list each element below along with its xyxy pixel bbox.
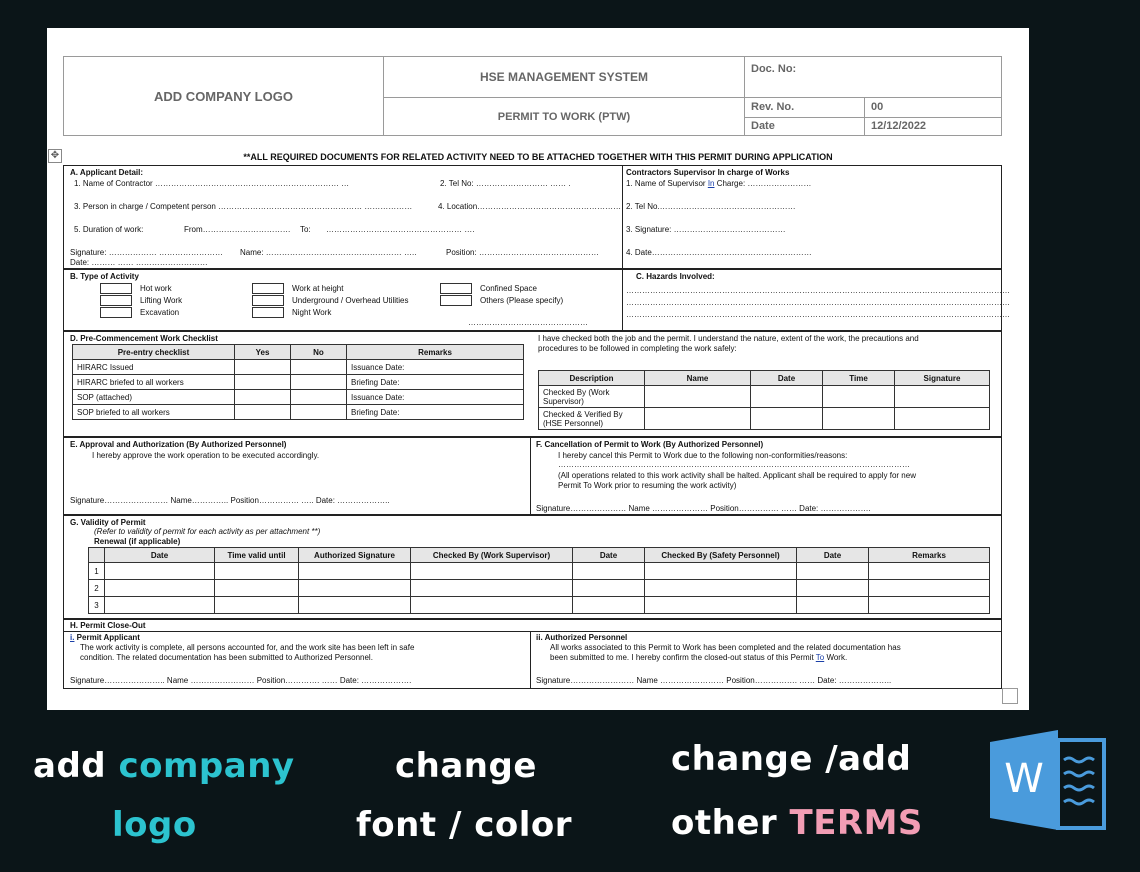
column-header: Time valid until	[215, 548, 299, 563]
activity-label: Hot work	[140, 284, 172, 293]
document-header	[63, 56, 1002, 136]
table-cell[interactable]	[797, 597, 869, 614]
column-header: No	[291, 345, 347, 360]
authorized-personnel-title: ii. Authorized Personnel	[536, 633, 628, 642]
name-cell[interactable]	[645, 408, 751, 430]
excavation-checkbox[interactable]	[100, 307, 132, 318]
table-cell[interactable]	[797, 563, 869, 580]
section-e-f	[63, 437, 1002, 515]
table-cell: Checked & Verified By (HSE Personnel)	[539, 408, 645, 430]
table-row	[73, 390, 524, 405]
duration-from-field[interactable]: From……………………………	[184, 225, 291, 234]
table-cell[interactable]	[215, 580, 299, 597]
row-number: 2	[89, 580, 105, 597]
table-row	[73, 360, 524, 375]
name-cell[interactable]	[645, 386, 751, 408]
applicant-signature-field[interactable]: Signature: ……………… ……………………	[70, 248, 223, 257]
signature-cell[interactable]	[895, 386, 990, 408]
duration-label: 5. Duration of work:	[74, 225, 144, 234]
closeout-applicant-text: The work activity is complete, all persons accounted for, and the work site has been left in safe	[80, 643, 415, 652]
table-cell[interactable]	[645, 563, 797, 580]
date-value: 12/12/2022	[871, 120, 927, 132]
column-header: Remarks	[347, 345, 524, 360]
section-d	[63, 331, 1002, 437]
row-number: 3	[89, 597, 105, 614]
requirements-banner: **ALL REQUIRED DOCUMENTS FOR RELATED ACTIVITY NEED TO BE ATTACHED TOGETHER WITH THIS PERMIT DURING APPLICATION	[243, 152, 833, 162]
table-cell[interactable]	[573, 563, 645, 580]
system-title: HSE MANAGEMENT SYSTEM	[384, 57, 745, 98]
column-header: Date	[105, 548, 215, 563]
supervisor-tel-field[interactable]: 2. Tel No.……………………………………………	[626, 202, 796, 211]
section-f-title: F. Cancellation of Permit to Work (By Authorized Personnel)	[536, 440, 764, 449]
table-cell: HIRARC Issued	[73, 360, 235, 375]
section-b-divider	[622, 270, 623, 330]
date-cell[interactable]	[751, 386, 823, 408]
promo-add-company: add company	[33, 746, 295, 786]
section-h-title: H. Permit Close-Out	[70, 621, 146, 630]
document-title: PERMIT TO WORK (PTW)	[384, 98, 745, 135]
table-row	[89, 580, 990, 597]
person-in-charge-field[interactable]: 3. Person in charge / Competent person ……………………………………………… ………………	[74, 202, 413, 211]
permit-applicant-title: i. Permit Applicant	[70, 633, 140, 642]
column-header: Date	[573, 548, 645, 563]
remarks-cell[interactable]: Briefing Date:	[347, 375, 524, 390]
section-h-rule	[64, 631, 1001, 632]
promo-other-terms: other TERMS	[671, 803, 923, 843]
column-header: Checked By (Work Supervisor)	[411, 548, 573, 563]
night-work-checkbox[interactable]	[252, 307, 284, 318]
column-header: Yes	[235, 345, 291, 360]
section-a-title: A. Applicant Detail:	[70, 168, 144, 177]
approval-signature-line[interactable]: Signature…………………… Name………….. Position…………… ….. Date: ………………..	[70, 496, 390, 505]
table-cell[interactable]	[869, 563, 990, 580]
move-handle-icon[interactable]: ✥	[48, 149, 62, 163]
applicant-name-field[interactable]: Name: …………………………………………… …..	[240, 248, 417, 257]
remarks-cell[interactable]: Issuance Date:	[347, 360, 524, 375]
table-cell[interactable]	[411, 580, 573, 597]
column-header: Authorized Signature	[299, 548, 411, 563]
section-e-title: E. Approval and Authorization (By Authorized Personnel)	[70, 440, 287, 449]
table-cell[interactable]	[411, 563, 573, 580]
table-row	[89, 563, 990, 580]
renewal-label: Renewal (if applicable)	[94, 537, 181, 546]
column-header: Pre-entry checklist	[73, 345, 235, 360]
acknowledgement-text: I have checked both the job and the permit. I understand the nature, extent of the work, the precautions and	[538, 334, 919, 343]
column-header: Date	[797, 548, 869, 563]
time-cell[interactable]	[823, 386, 895, 408]
hazard-line[interactable]: ………………………………………………………………………………………………………………………………	[626, 310, 1010, 319]
closeout-authorized-text: All works associated to this Permit to Work has been completed and the related documentation has	[550, 643, 901, 652]
underground-utilities-checkbox[interactable]	[252, 295, 284, 306]
supervisor-signature-field[interactable]: 3. Signature: ……………………………………	[626, 225, 786, 234]
signature-cell[interactable]	[895, 408, 990, 430]
activity-label: Confined Space	[480, 284, 537, 293]
table-row	[539, 386, 990, 408]
row-number: 1	[89, 563, 105, 580]
svg-text:W: W	[1004, 756, 1044, 802]
time-cell[interactable]	[823, 408, 895, 430]
cancellation-reason-field[interactable]: ……………………………………………………………………………………………………………………	[558, 460, 910, 469]
acknowledgement-text: procedures to be followed in completing the work safely:	[538, 344, 737, 353]
table-row	[73, 375, 524, 390]
supervisor-name-field[interactable]: 1. Name of Supervisor In Charge: ……………………	[626, 179, 812, 188]
table-cell[interactable]	[215, 597, 299, 614]
promo-font-color: font / color	[356, 805, 572, 845]
approval-text: I hereby approve the work operation to be executed accordingly.	[92, 451, 320, 460]
column-header: Remarks	[869, 548, 990, 563]
work-at-height-checkbox[interactable]	[252, 283, 284, 294]
applicant-date-field[interactable]: Date: ……… …… ………………………	[70, 258, 208, 267]
column-header: Date	[751, 371, 823, 386]
promo-logo: logo	[112, 805, 197, 845]
table-row	[539, 408, 990, 430]
others-specify-field[interactable]: ………………………………………	[468, 318, 588, 327]
authorized-closeout-signature-line[interactable]: Signature…………………… Name …………………… Position……………. …… Date: ………………..	[536, 676, 892, 685]
activity-label: Excavation	[140, 308, 180, 317]
column-header: Time	[823, 371, 895, 386]
word-document-icon	[990, 730, 1108, 830]
cancellation-signature-line[interactable]: Signature………………… Name ………………… Position…………… …… Date: ……………….	[536, 504, 871, 513]
table-cell: HIRARC briefed to all workers	[73, 375, 235, 390]
contractor-name-field[interactable]: 1. Name of Contractor …………………………………………………………… …	[74, 179, 350, 188]
yes-cell[interactable]	[235, 390, 291, 405]
section-d-title: D. Pre-Commencement Work Checklist	[70, 334, 218, 343]
permit-document	[47, 28, 1029, 710]
activity-label: Night Work	[292, 308, 332, 317]
yes-cell[interactable]	[235, 375, 291, 390]
yes-cell[interactable]	[235, 360, 291, 375]
doc-no-label: Doc. No:	[745, 57, 1001, 98]
others-checkbox[interactable]	[440, 295, 472, 306]
section-a-divider	[622, 166, 623, 268]
rev-no-label: Rev. No.	[745, 98, 865, 118]
rev-no-value: 00	[865, 98, 1001, 118]
table-cell[interactable]	[299, 563, 411, 580]
no-cell[interactable]	[291, 360, 347, 375]
column-header: Name	[645, 371, 751, 386]
tel-no-field[interactable]: 2. Tel No: ……………………… …… .	[440, 179, 571, 188]
cancellation-note: (All operations related to this work activity shall be halted. Applicant shall be required to apply for new	[558, 471, 916, 480]
section-a	[63, 165, 1002, 269]
section-g-title: G. Validity of Permit	[70, 518, 146, 527]
renewal-table	[88, 547, 990, 614]
company-logo-placeholder[interactable]: ADD COMPANY LOGO	[64, 57, 384, 135]
activity-label: Work at height	[292, 284, 344, 293]
table-cell[interactable]	[105, 580, 215, 597]
supervisor-title: Contractors Supervisor In charge of Works	[626, 168, 790, 177]
promo-change: change	[395, 746, 537, 786]
verification-table	[538, 370, 990, 430]
location-field[interactable]: 4. Location………………………………………………	[438, 202, 622, 211]
table-cell[interactable]	[573, 580, 645, 597]
date-cell[interactable]	[751, 408, 823, 430]
applicant-closeout-signature-line[interactable]: Signature………………….. Name …………………… Position…………. …… Date: ……………….	[70, 676, 412, 685]
table-row	[89, 597, 990, 614]
closeout-authorized-text: been submitted to me. I hereby confirm the closed-out status of this Permit To Work.	[550, 653, 848, 662]
validity-note: (Refer to validity of permit for each activity as per attachment **)	[94, 527, 321, 536]
hazards-title: C. Hazards Involved:	[636, 272, 715, 281]
section-h	[63, 619, 1002, 689]
promo-change-add: change /add	[671, 739, 912, 779]
resize-handle-icon[interactable]	[1002, 688, 1018, 704]
hazard-line[interactable]: ………………………………………………………………………………………………………………………………	[626, 286, 1010, 295]
table-cell: Checked By (Work Supervisor)	[539, 386, 645, 408]
table-cell[interactable]	[411, 597, 573, 614]
applicant-position-field[interactable]: Position: ………………………………………	[446, 248, 599, 257]
duration-to-field[interactable]: …………………………………………… ….	[326, 225, 475, 234]
table-cell[interactable]	[299, 597, 411, 614]
section-e-divider	[530, 438, 531, 514]
table-cell[interactable]	[869, 580, 990, 597]
no-cell[interactable]	[291, 390, 347, 405]
closeout-applicant-text: condition. The related documentation has been submitted to Authorized Personnel.	[80, 653, 373, 662]
table-cell: SOP (attached)	[73, 390, 235, 405]
table-cell[interactable]	[645, 597, 797, 614]
column-header: Signature	[895, 371, 990, 386]
date-label: Date	[745, 118, 865, 135]
section-b-title: B. Type of Activity	[70, 272, 139, 281]
table-cell: SOP briefed to all workers	[73, 405, 235, 420]
supervisor-date-field[interactable]: 4. Date……………………………………………………	[626, 248, 812, 257]
confined-space-checkbox[interactable]	[440, 283, 472, 294]
table-cell[interactable]	[645, 580, 797, 597]
remarks-cell[interactable]: Briefing Date:	[347, 405, 524, 420]
column-header: Checked By (Safety Personnel)	[645, 548, 797, 563]
cancellation-text: I hereby cancel this Permit to Work due to the following non-conformities/reasons:	[558, 451, 848, 460]
lifting-work-checkbox[interactable]	[100, 295, 132, 306]
no-cell[interactable]	[291, 375, 347, 390]
activity-label: Lifting Work	[140, 296, 183, 305]
table-cell[interactable]	[869, 597, 990, 614]
table-cell[interactable]	[105, 597, 215, 614]
hazard-line[interactable]: ………………………………………………………………………………………………………………………………	[626, 298, 1010, 307]
activity-label: Others (Please specify)	[480, 296, 564, 305]
column-header: Description	[539, 371, 645, 386]
hot-work-checkbox[interactable]	[100, 283, 132, 294]
no-cell[interactable]	[291, 405, 347, 420]
table-cell[interactable]	[299, 580, 411, 597]
pre-entry-checklist-table	[72, 344, 524, 420]
table-cell[interactable]	[105, 563, 215, 580]
table-cell[interactable]	[797, 580, 869, 597]
column-header	[89, 548, 105, 563]
yes-cell[interactable]	[235, 405, 291, 420]
table-row	[73, 405, 524, 420]
section-b	[63, 269, 1010, 331]
table-cell[interactable]	[215, 563, 299, 580]
section-h-divider	[530, 632, 531, 688]
cancellation-note: Permit To Work prior to resuming the work activity)	[558, 481, 737, 490]
table-cell[interactable]	[573, 597, 645, 614]
duration-to-label: To:	[300, 225, 311, 234]
remarks-cell[interactable]: Issuance Date:	[347, 390, 524, 405]
section-g	[63, 515, 1002, 619]
activity-label: Underground / Overhead Utilities	[292, 296, 409, 305]
